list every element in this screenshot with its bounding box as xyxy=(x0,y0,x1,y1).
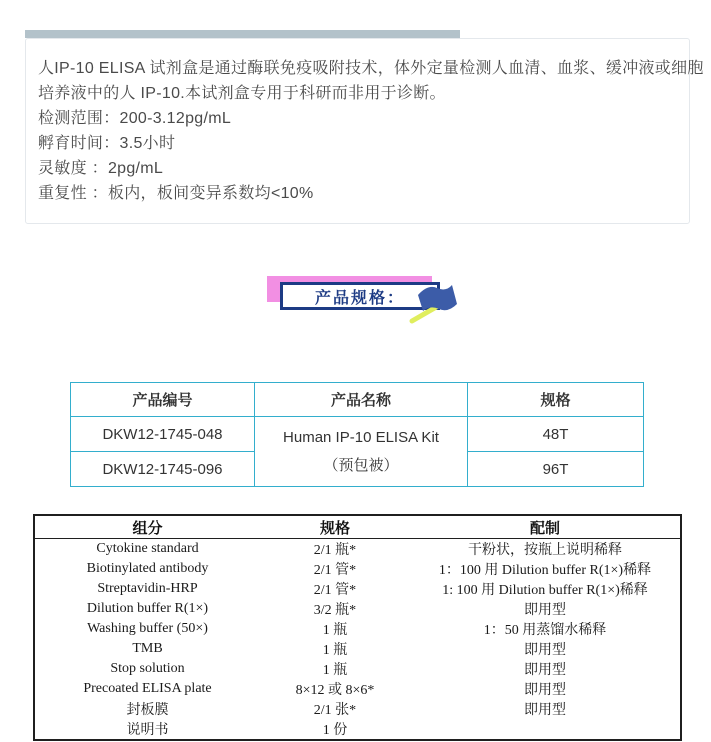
component-name: TMB xyxy=(132,641,163,656)
component-spec: 2/1 瓶* xyxy=(313,543,357,558)
product-description-card xyxy=(25,38,704,224)
component-spec: 2/1 管* xyxy=(313,583,357,598)
table-row xyxy=(34,559,681,579)
component-prep: 即用型 xyxy=(524,643,566,658)
header-spec: 规格 xyxy=(260,515,410,539)
header-product-code: 产品编号 xyxy=(71,383,255,417)
component-prep: 1：50 用蒸馏水稀释 xyxy=(483,623,607,638)
header-preparation: 配制 xyxy=(410,515,681,539)
description-line: 培养液中的人 IP-10.本试剂盒专用于科研而非用于诊断。 xyxy=(38,85,446,102)
component-prep: 即用型 xyxy=(524,663,566,678)
component-name: Washing buffer (50×) xyxy=(87,621,208,636)
component-spec: 1 份 xyxy=(322,723,348,738)
component-prep: 即用型 xyxy=(524,603,566,618)
component-spec: 1 瓶 xyxy=(322,643,348,658)
table-row xyxy=(34,699,681,719)
table-row xyxy=(71,417,644,452)
component-prep xyxy=(410,719,681,740)
table-row xyxy=(34,659,681,679)
component-prep: 即用型 xyxy=(524,683,566,698)
flag-brush-icon xyxy=(405,280,461,326)
component-spec: 2/1 张* xyxy=(313,703,357,718)
card-top-accent-bar xyxy=(25,30,460,38)
component-prep: 1：100 用 Dilution buffer R(1×)稀释 xyxy=(438,563,652,578)
component-name: 说明书 xyxy=(126,723,169,738)
component-spec: 1 瓶 xyxy=(322,623,348,638)
detection-range: 检测范围：200-3.12pg/mL xyxy=(38,110,232,127)
table-row xyxy=(34,539,681,560)
component-spec: 2/1 管* xyxy=(313,563,357,578)
product-spec-cell: 96T xyxy=(468,452,644,487)
component-spec: 1 瓶 xyxy=(322,663,348,678)
header-spec: 规格 xyxy=(468,383,644,417)
components-header-row xyxy=(34,515,681,539)
table-row xyxy=(34,719,681,740)
component-spec: 3/2 瓶* xyxy=(313,603,357,618)
component-name: Biotinylated antibody xyxy=(86,561,209,576)
component-name: Streptavidin-HRP xyxy=(97,581,198,596)
table-row xyxy=(34,599,681,619)
component-prep: 即用型 xyxy=(524,703,566,718)
banner-title: 产品规格： xyxy=(314,289,405,307)
products-header-row xyxy=(71,383,644,417)
table-row xyxy=(34,679,681,699)
product-code-cell: DKW12-1745-096 xyxy=(71,452,255,487)
component-name: Precoated ELISA plate xyxy=(83,681,212,696)
header-product-name: 产品名称 xyxy=(255,383,468,417)
product-name-line1: Human IP-10 ELISA Kit xyxy=(283,428,439,446)
component-spec: 8×12 或 8×6* xyxy=(295,683,375,698)
table-row xyxy=(34,619,681,639)
component-name: Dilution buffer R(1×) xyxy=(86,601,209,616)
components-table xyxy=(33,514,682,741)
table-row xyxy=(34,639,681,659)
description-line: 人IP-10 ELISA 试剂盒是通过酶联免疫吸附技术，体外定量检测人血清、血浆、缓冲液或细胞 xyxy=(38,60,704,77)
component-name: Stop solution xyxy=(110,661,185,676)
incubation-time: 孵育时间：3.5小时 xyxy=(38,135,176,152)
products-table xyxy=(70,382,644,487)
component-name: 封板膜 xyxy=(126,703,169,718)
table-row xyxy=(34,579,681,599)
repeatability: 重复性 ：板内，板间变异系数均<10% xyxy=(38,185,314,202)
component-prep: 1: 100 用 Dilution buffer R(1×)稀释 xyxy=(442,583,648,598)
header-component: 组分 xyxy=(34,515,260,539)
component-name: Cytokine standard xyxy=(96,541,199,556)
component-prep: 干粉状，按瓶上说明稀释 xyxy=(468,543,622,558)
sensitivity: 灵敏度 ：2pg/mL xyxy=(38,160,164,177)
product-name-line2: （预包被） xyxy=(323,456,399,474)
product-specs-banner xyxy=(267,276,467,326)
product-spec-cell: 48T xyxy=(468,417,644,452)
product-name-cell xyxy=(255,417,468,487)
product-code-cell: DKW12-1745-048 xyxy=(71,417,255,452)
